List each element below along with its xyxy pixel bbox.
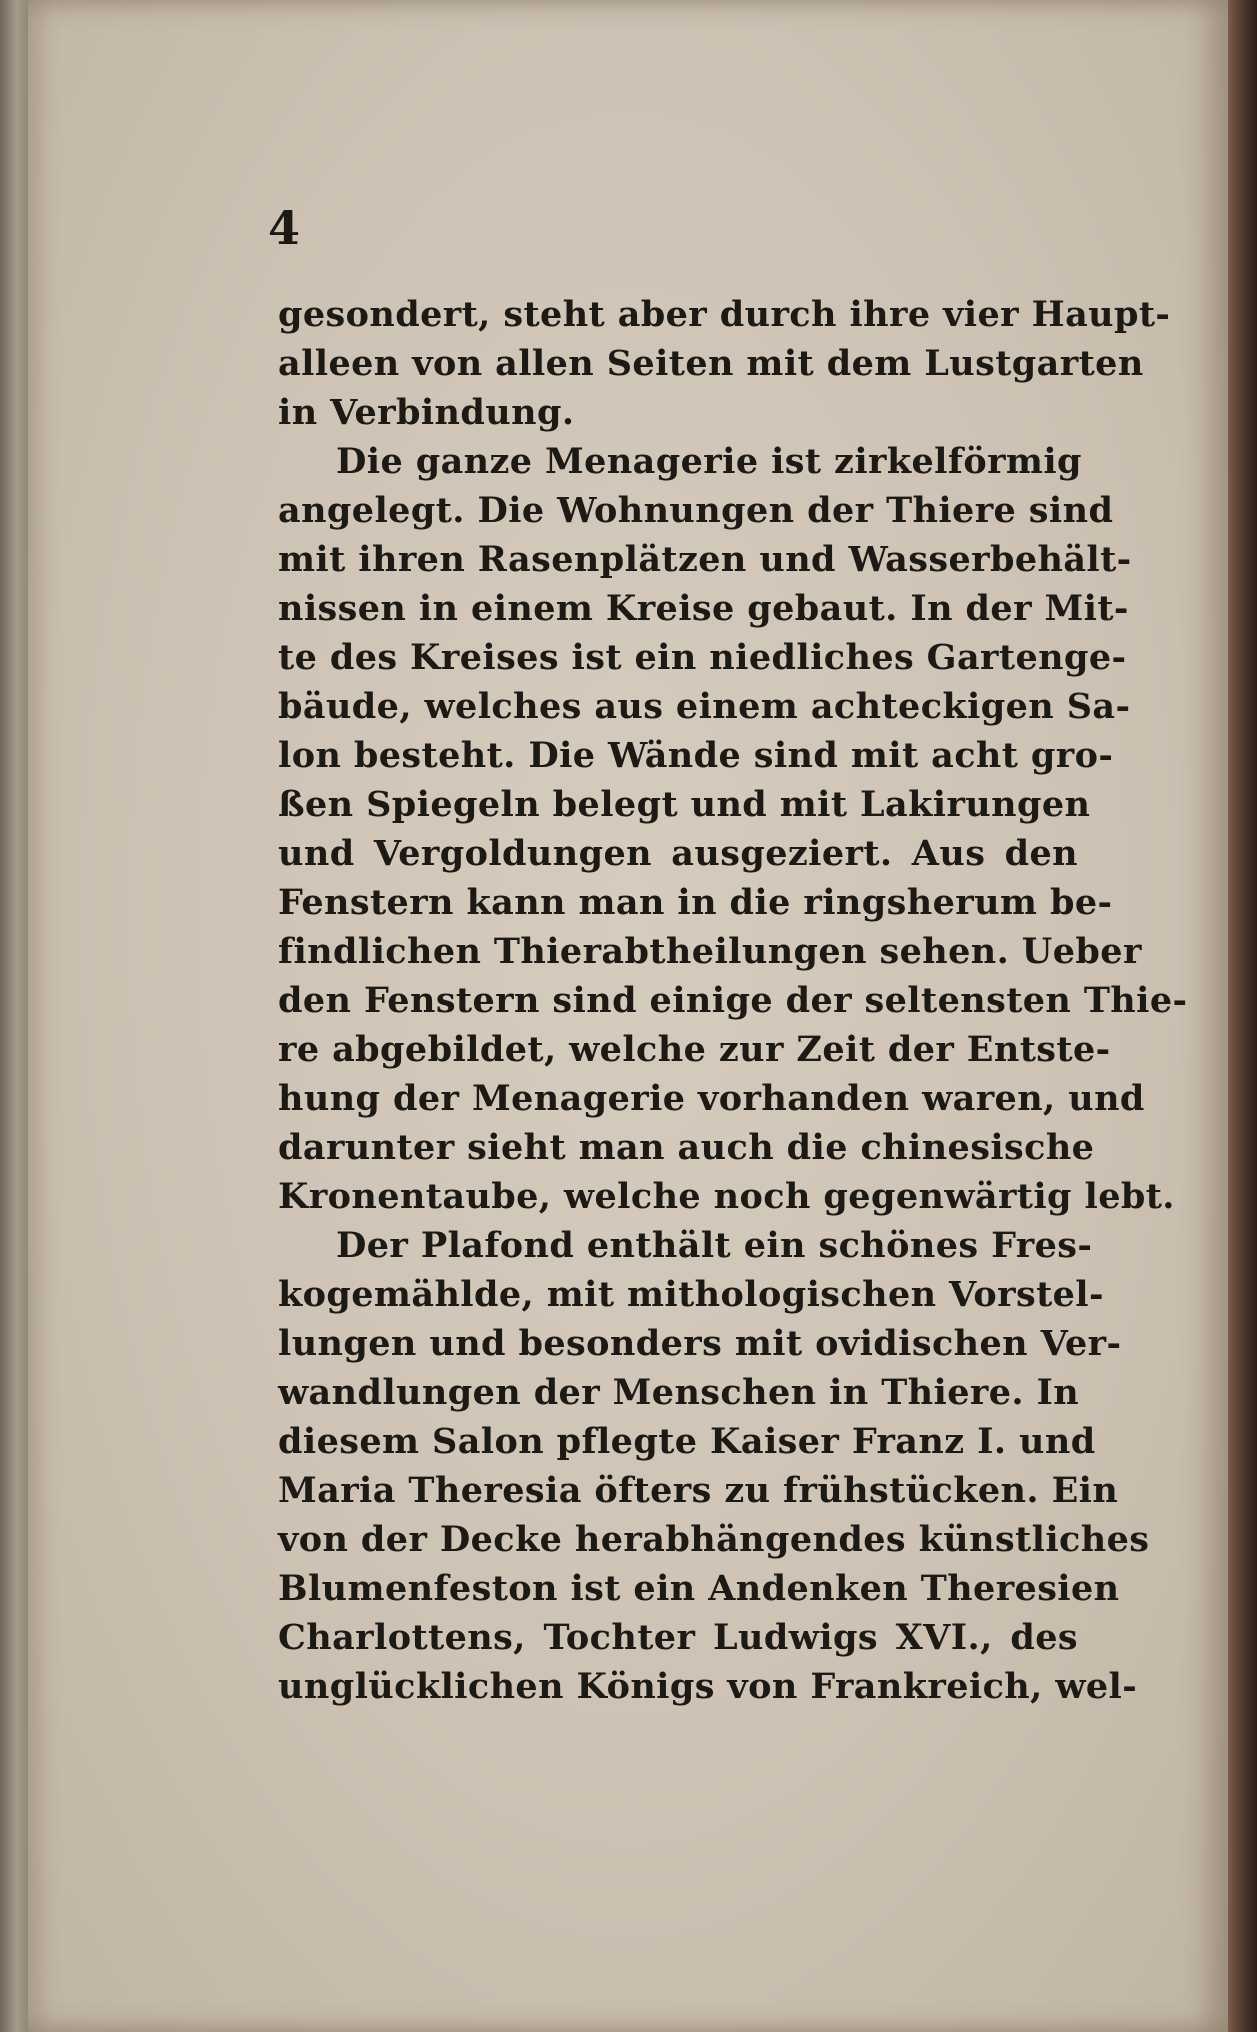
book-binding-edge [1228, 0, 1257, 2032]
text-line: diesem Salon pflegte Kaiser Franz I. und [278, 1421, 1096, 1462]
text-line: und Vergoldungen ausgeziert. Aus den [278, 833, 1078, 874]
text-line: von der Decke herabhängendes künstliches [278, 1519, 1150, 1560]
text-line: darunter sieht man auch die chinesische [278, 1127, 1095, 1168]
text-line: findlichen Thierabtheilungen sehen. Ueber [278, 931, 1142, 972]
text-line: Charlottens, Tochter Ludwigs XVI., des [278, 1617, 1078, 1658]
text-line: re abgebildet, welche zur Zeit der Entste- [278, 1029, 1111, 1070]
text-line: wandlungen der Menschen in Thiere. In [278, 1372, 1080, 1413]
text-line: bäude, welches aus einem achteckigen Sa- [278, 686, 1131, 727]
text-line: nissen in einem Kreise gebaut. In der Mit- [278, 588, 1129, 629]
text-line: Der Plafond enthält ein schönes Fres- [336, 1225, 1093, 1266]
text-line: unglücklichen Königs von Frankreich, wel- [278, 1666, 1138, 1707]
book-left-edge [0, 0, 30, 2032]
text-line: lungen und besonders mit ovidischen Ver- [278, 1323, 1122, 1364]
text-line: lon besteht. Die Wände sind mit acht gro- [278, 735, 1114, 776]
page-body-text [278, 290, 1188, 1711]
text-line: Maria Theresia öfters zu frühstücken. Ein [278, 1470, 1119, 1511]
text-line: alleen von allen Seiten mit dem Lustgarten [278, 343, 1144, 384]
text-line: Blumenfeston ist ein Andenken Theresien [278, 1568, 1120, 1609]
text-line: angelegt. Die Wohnungen der Thiere sind [278, 490, 1114, 531]
page-number: 4 [268, 201, 301, 255]
text-line: den Fenstern sind einige der seltensten Thie- [278, 980, 1188, 1021]
text-line: in Verbindung. [278, 392, 575, 433]
text-line: te des Kreises ist ein niedliches Gartenge- [278, 637, 1127, 678]
text-line: Kronentaube, welche noch gegenwärtig lebt. [278, 1176, 1175, 1217]
text-line: kogemählde, mit mithologischen Vorstel- [278, 1274, 1104, 1315]
text-line: mit ihren Rasenplätzen und Wasserbehält- [278, 539, 1132, 580]
text-line: Die ganze Menagerie ist zirkelförmig [336, 441, 1082, 482]
text-line: gesondert, steht aber durch ihre vier Haupt- [278, 294, 1171, 335]
text-line: Fenstern kann man in die ringsherum be- [278, 882, 1113, 923]
text-line: hung der Menagerie vorhanden waren, und [278, 1078, 1145, 1119]
text-line: ßen Spiegeln belegt und mit Lakirungen [278, 784, 1091, 825]
